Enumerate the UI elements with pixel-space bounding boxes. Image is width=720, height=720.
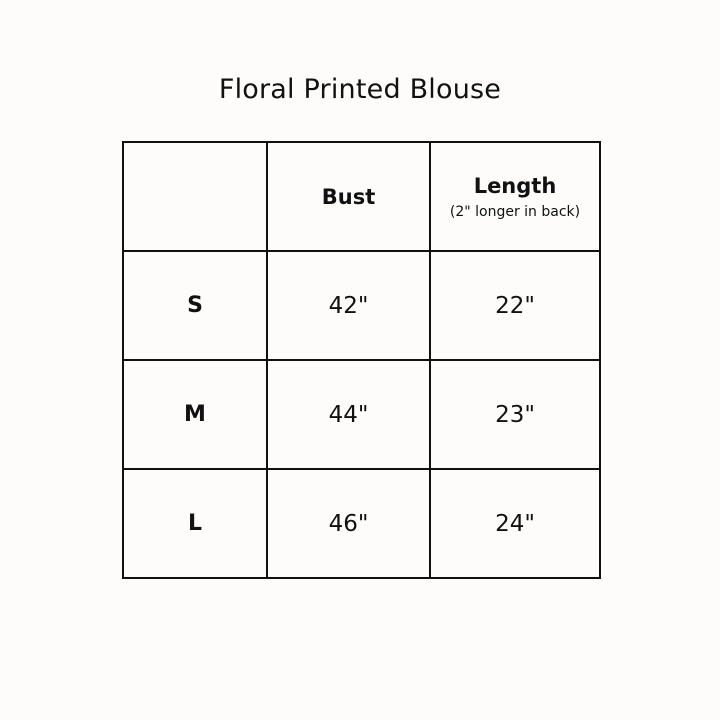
bust-value-l: 46" bbox=[267, 469, 430, 578]
corner-cell bbox=[123, 142, 267, 251]
bust-value-m: 44" bbox=[267, 360, 430, 469]
page-title: Floral Printed Blouse bbox=[218, 74, 502, 105]
bust-value-s: 42" bbox=[267, 251, 430, 360]
header-note-length: (2" longer in back) bbox=[449, 203, 581, 220]
table-header-row bbox=[123, 142, 600, 251]
header-cell-length bbox=[430, 142, 600, 251]
header-cell-bust bbox=[267, 142, 430, 251]
size-label-l: L bbox=[123, 469, 267, 578]
table-row bbox=[123, 360, 600, 469]
header-label-bust: Bust bbox=[321, 184, 376, 209]
length-value-l: 24" bbox=[430, 469, 600, 578]
table-row bbox=[123, 251, 600, 360]
length-value-s: 22" bbox=[430, 251, 600, 360]
size-chart-table bbox=[122, 141, 601, 579]
size-label-m: M bbox=[123, 360, 267, 469]
header-label-length: Length bbox=[473, 173, 557, 198]
length-value-m: 23" bbox=[430, 360, 600, 469]
size-label-s: S bbox=[123, 251, 267, 360]
table-row bbox=[123, 469, 600, 578]
